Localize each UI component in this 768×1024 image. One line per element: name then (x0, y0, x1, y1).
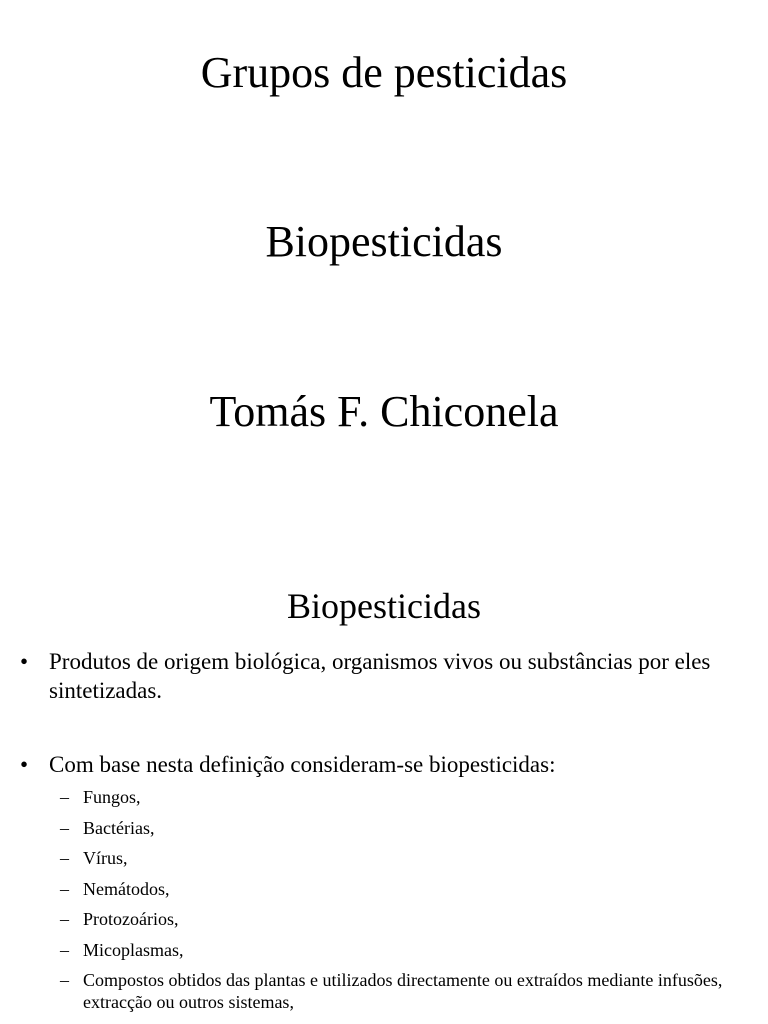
sub-bullet-item (60, 817, 750, 839)
sub-bullet-item (60, 786, 750, 808)
bullet-item (20, 647, 750, 705)
sub-bullet-item (60, 878, 750, 900)
sub-bullet-item (60, 908, 750, 930)
bullet-item (20, 750, 750, 779)
sub-bullet-text: Nemátodos, (83, 878, 170, 899)
sub-bullet-text: Compostos obtidos das plantas e utilizados directamente ou extraídos mediante infusões, extracção ou outros sistemas, (83, 970, 723, 1012)
sub-bullet-text: Protozoários, (83, 909, 179, 929)
sub-bullet-item (60, 939, 750, 961)
sub-bullet-item (60, 847, 750, 869)
sub-bullet-marker: – (60, 848, 69, 868)
sub-bullet-text: Micoplasmas, (83, 939, 184, 960)
slide-title: Grupos de pesticidas (200, 48, 568, 97)
sub-bullet-text: Fungos, (83, 787, 141, 807)
sub-bullet-text: Vírus, (83, 848, 128, 868)
bullet-text: Produtos de origem biológica, organismos vivos ou substâncias por eles sintetizadas. (49, 649, 711, 703)
author-name: Tomás F. Chiconela (209, 387, 559, 436)
sub-bullet-marker: – (60, 909, 69, 929)
sub-bullet-marker: – (60, 878, 69, 899)
sub-bullet-marker: – (60, 939, 69, 960)
sub-bullet-list (60, 786, 750, 1022)
sub-bullet-marker: – (60, 817, 69, 838)
bullet-marker: • (20, 649, 29, 674)
sub-bullet-item (60, 969, 750, 1013)
bullet-marker: • (20, 752, 29, 777)
sub-bullet-text: Bactérias, (83, 817, 155, 838)
sub-bullet-marker: – (60, 970, 69, 990)
section-title: Biopesticidas (287, 586, 481, 626)
slide-subtitle: Biopesticidas (265, 217, 503, 266)
bullet-text: Com base nesta definição consideram-se biopesticidas: (49, 752, 556, 777)
sub-bullet-marker: – (60, 787, 69, 807)
